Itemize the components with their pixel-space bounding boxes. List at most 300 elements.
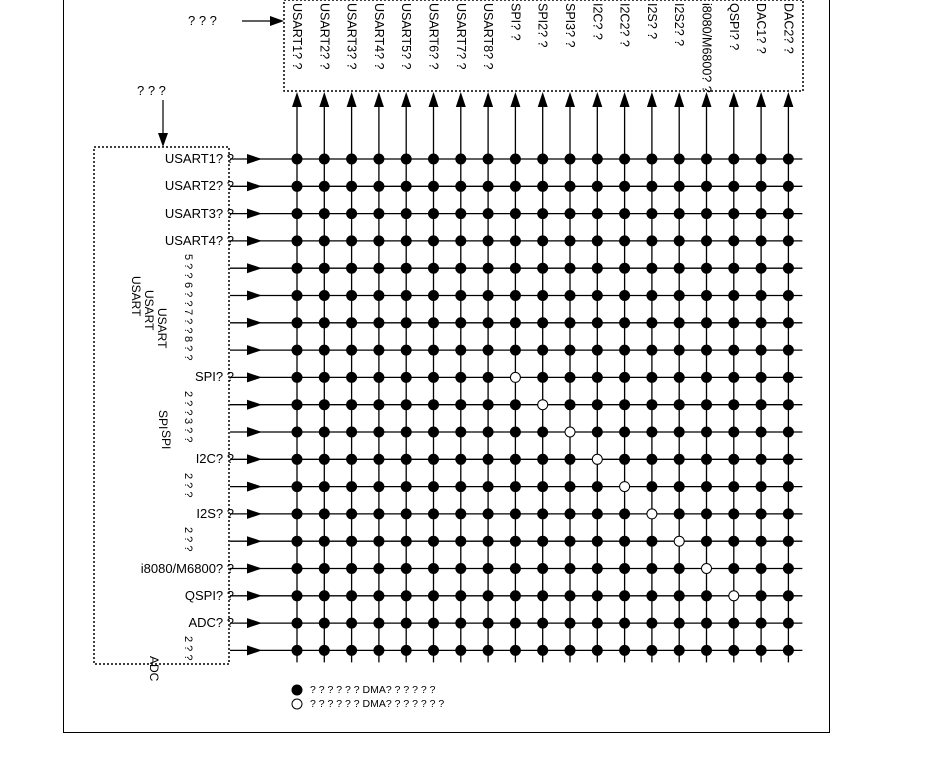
filled-junction	[702, 154, 712, 164]
filled-junction	[756, 427, 766, 437]
filled-junction	[620, 236, 630, 246]
filled-junction	[401, 564, 411, 574]
filled-junction	[620, 618, 630, 628]
filled-junction	[374, 427, 384, 437]
filled-junction	[483, 645, 493, 655]
filled-junction	[347, 209, 357, 219]
filled-junction	[510, 591, 520, 601]
filled-junction	[620, 564, 630, 574]
filled-junction	[347, 263, 357, 273]
filled-junction	[401, 454, 411, 464]
filled-junction	[429, 345, 439, 355]
overlap-vertical-label: USART	[129, 276, 143, 317]
filled-junction	[783, 645, 793, 655]
filled-junction	[456, 181, 466, 191]
source-label: USART3? ?	[164, 205, 234, 221]
filled-junction	[429, 645, 439, 655]
filled-junction	[756, 345, 766, 355]
filled-junction	[647, 372, 657, 382]
filled-junction	[374, 509, 384, 519]
filled-junction	[483, 209, 493, 219]
filled-junction	[510, 564, 520, 574]
filled-junction	[565, 154, 575, 164]
filled-junction	[510, 427, 520, 437]
filled-junction	[401, 263, 411, 273]
filled-junction	[456, 454, 466, 464]
filled-junction	[538, 181, 548, 191]
filled-junction	[483, 427, 493, 437]
filled-junction	[674, 318, 684, 328]
filled-junction	[292, 345, 302, 355]
filled-junction	[292, 209, 302, 219]
open-junction	[565, 427, 575, 437]
filled-junction	[510, 618, 520, 628]
filled-junction	[783, 509, 793, 519]
filled-junction	[783, 427, 793, 437]
filled-junction	[292, 618, 302, 628]
filled-junction	[483, 591, 493, 601]
filled-junction	[702, 454, 712, 464]
filled-junction	[292, 536, 302, 546]
filled-junction	[374, 181, 384, 191]
filled-junction	[347, 509, 357, 519]
filled-junction	[592, 291, 602, 301]
filled-junction	[319, 318, 329, 328]
filled-junction	[783, 236, 793, 246]
filled-junction	[401, 372, 411, 382]
filled-junction	[429, 427, 439, 437]
filled-junction	[319, 209, 329, 219]
filled-junction	[620, 400, 630, 410]
filled-junction	[729, 618, 739, 628]
filled-junction	[756, 509, 766, 519]
filled-junction	[374, 454, 384, 464]
filled-junction	[429, 564, 439, 574]
filled-junction	[456, 372, 466, 382]
filled-junction	[783, 345, 793, 355]
filled-junction	[783, 454, 793, 464]
destination-label: USART4? ?	[371, 3, 386, 70]
row-arrowhead	[247, 291, 262, 301]
destination-label: DAC1? ?	[754, 3, 769, 54]
filled-junction	[702, 482, 712, 492]
filled-junction	[347, 591, 357, 601]
destination-label: USART8? ?	[481, 3, 496, 70]
filled-junction	[401, 591, 411, 601]
filled-junction	[702, 181, 712, 191]
filled-junction	[401, 427, 411, 437]
filled-junction	[374, 318, 384, 328]
filled-junction	[538, 509, 548, 519]
filled-junction	[347, 154, 357, 164]
filled-junction	[319, 181, 329, 191]
filled-junction	[429, 318, 439, 328]
filled-junction	[319, 591, 329, 601]
filled-junction	[756, 154, 766, 164]
destination-header: ? ? ?	[188, 13, 217, 28]
destination-header-arrowhead	[270, 16, 284, 26]
filled-junction	[702, 645, 712, 655]
filled-junction	[483, 400, 493, 410]
row-arrowhead	[247, 454, 262, 464]
overlap-digit-label: 2 ? ?	[182, 472, 194, 498]
filled-junction	[647, 564, 657, 574]
filled-junction	[620, 372, 630, 382]
destination-label: DAC2? ?	[781, 3, 796, 54]
filled-junction	[456, 564, 466, 574]
filled-junction	[702, 618, 712, 628]
filled-junction	[510, 154, 520, 164]
filled-junction	[538, 564, 548, 574]
filled-junction	[510, 482, 520, 492]
column-arrowhead	[565, 92, 575, 107]
filled-junction	[756, 454, 766, 464]
filled-junction	[592, 181, 602, 191]
filled-junction	[456, 536, 466, 546]
filled-junction	[783, 291, 793, 301]
column-arrowhead	[783, 92, 793, 107]
filled-junction	[292, 482, 302, 492]
filled-junction	[647, 263, 657, 273]
filled-junction	[456, 400, 466, 410]
filled-junction	[756, 181, 766, 191]
filled-junction	[456, 236, 466, 246]
overlap-digit-label: 6 ? ?	[182, 281, 194, 306]
filled-junction	[729, 645, 739, 655]
filled-junction	[292, 509, 302, 519]
row-arrowhead	[247, 154, 262, 164]
filled-junction	[510, 318, 520, 328]
filled-junction	[756, 591, 766, 601]
filled-junction	[756, 209, 766, 219]
filled-junction	[347, 427, 357, 437]
filled-junction	[374, 291, 384, 301]
filled-junction	[456, 591, 466, 601]
filled-junction	[538, 154, 548, 164]
overlap-vertical-label: SPI	[156, 410, 170, 430]
filled-junction	[292, 181, 302, 191]
filled-junction	[756, 263, 766, 273]
filled-junction	[702, 427, 712, 437]
filled-junction	[429, 536, 439, 546]
filled-junction	[401, 536, 411, 546]
filled-junction	[647, 345, 657, 355]
row-arrowhead	[247, 645, 262, 655]
filled-junction	[483, 236, 493, 246]
overlap-vertical-label: USART	[155, 308, 169, 349]
filled-junction	[401, 318, 411, 328]
overlap-digit-label: 2 ? ?	[182, 527, 194, 552]
filled-junction	[292, 291, 302, 301]
filled-junction	[374, 372, 384, 382]
row-arrowhead	[247, 181, 262, 191]
filled-junction	[592, 236, 602, 246]
source-box	[94, 147, 229, 664]
filled-junction	[729, 400, 739, 410]
filled-junction	[592, 645, 602, 655]
column-arrowhead	[429, 92, 439, 107]
overlap-digit-label: 7 ? ?	[182, 308, 194, 334]
filled-junction	[674, 154, 684, 164]
filled-junction	[292, 318, 302, 328]
filled-junction	[674, 209, 684, 219]
filled-junction	[674, 645, 684, 655]
filled-junction	[319, 372, 329, 382]
filled-junction	[565, 209, 575, 219]
filled-junction	[565, 291, 575, 301]
destination-label: SPI3? ?	[563, 3, 577, 48]
filled-junction	[456, 263, 466, 273]
filled-junction	[565, 181, 575, 191]
filled-junction	[592, 263, 602, 273]
filled-junction	[674, 263, 684, 273]
filled-junction	[456, 345, 466, 355]
filled-junction	[429, 236, 439, 246]
filled-junction	[620, 318, 630, 328]
filled-junction	[674, 564, 684, 574]
filled-junction	[429, 509, 439, 519]
filled-junction	[729, 372, 739, 382]
filled-junction	[483, 536, 493, 546]
filled-junction	[510, 400, 520, 410]
filled-junction	[429, 400, 439, 410]
filled-junction	[429, 209, 439, 219]
source-label: ADC? ?	[188, 615, 234, 631]
filled-junction	[565, 564, 575, 574]
filled-junction	[347, 372, 357, 382]
filled-junction	[592, 482, 602, 492]
filled-junction	[374, 154, 384, 164]
filled-junction	[674, 618, 684, 628]
filled-junction	[702, 591, 712, 601]
source-label: i8080/M6800? ?	[140, 560, 234, 576]
filled-junction	[620, 427, 630, 437]
filled-junction	[565, 236, 575, 246]
filled-junction	[347, 291, 357, 301]
row-arrowhead	[247, 618, 262, 628]
filled-junction	[756, 645, 766, 655]
filled-junction	[783, 564, 793, 574]
filled-junction	[702, 400, 712, 410]
filled-junction	[647, 591, 657, 601]
filled-junction	[319, 400, 329, 410]
source-label: QSPI? ?	[184, 587, 234, 603]
filled-junction	[674, 181, 684, 191]
row-arrowhead	[247, 509, 262, 519]
filled-junction	[319, 236, 329, 246]
filled-junction	[783, 618, 793, 628]
filled-junction	[456, 427, 466, 437]
open-junction	[538, 400, 548, 410]
filled-junction	[538, 209, 548, 219]
filled-junction	[620, 263, 630, 273]
filled-junction	[620, 536, 630, 546]
filled-junction	[783, 482, 793, 492]
legend-open-marker	[292, 699, 302, 709]
filled-junction	[565, 454, 575, 464]
source-label: I2C? ?	[195, 451, 234, 467]
filled-junction	[729, 427, 739, 437]
filled-junction	[702, 372, 712, 382]
overlap-digit-label: 2 ? ?	[182, 390, 194, 416]
filled-junction	[729, 509, 739, 519]
filled-junction	[620, 454, 630, 464]
overlap-vertical-label: SPI	[159, 430, 173, 450]
filled-junction	[647, 318, 657, 328]
filled-junction	[702, 291, 712, 301]
filled-junction	[538, 236, 548, 246]
filled-junction	[538, 291, 548, 301]
destination-label: I2S2? ?	[672, 3, 687, 47]
filled-junction	[401, 154, 411, 164]
filled-junction	[429, 181, 439, 191]
filled-junction	[374, 645, 384, 655]
filled-junction	[783, 181, 793, 191]
column-arrowhead	[510, 92, 520, 107]
row-arrowhead	[247, 564, 262, 574]
filled-junction	[483, 263, 493, 273]
filled-junction	[456, 509, 466, 519]
filled-junction	[592, 509, 602, 519]
row-arrowhead	[247, 482, 262, 492]
filled-junction	[401, 209, 411, 219]
filled-junction	[592, 618, 602, 628]
filled-junction	[620, 209, 630, 219]
open-junction	[510, 372, 520, 382]
filled-junction	[429, 372, 439, 382]
filled-junction	[592, 372, 602, 382]
destination-label: USART5? ?	[399, 3, 414, 70]
filled-junction	[620, 181, 630, 191]
column-arrowhead	[729, 92, 739, 107]
filled-junction	[756, 372, 766, 382]
filled-junction	[374, 482, 384, 492]
filled-junction	[483, 618, 493, 628]
filled-junction	[756, 400, 766, 410]
filled-junction	[510, 291, 520, 301]
destination-label: USART3? ?	[344, 3, 359, 70]
filled-junction	[729, 564, 739, 574]
overlap-digit-label: 8 ? ?	[182, 336, 194, 361]
filled-junction	[483, 181, 493, 191]
row-arrowhead	[247, 536, 262, 546]
filled-junction	[783, 372, 793, 382]
filled-junction	[702, 536, 712, 546]
row-arrowhead	[247, 318, 262, 328]
filled-junction	[510, 536, 520, 546]
filled-junction	[319, 645, 329, 655]
filled-junction	[510, 209, 520, 219]
filled-junction	[510, 263, 520, 273]
filled-junction	[756, 236, 766, 246]
filled-junction	[538, 345, 548, 355]
row-arrowhead	[247, 209, 262, 219]
filled-junction	[292, 372, 302, 382]
filled-junction	[565, 318, 575, 328]
destination-label: USART7? ?	[453, 3, 468, 70]
filled-junction	[429, 482, 439, 492]
filled-junction	[401, 509, 411, 519]
filled-junction	[510, 454, 520, 464]
filled-junction	[729, 291, 739, 301]
row-arrowhead	[247, 372, 262, 382]
column-arrowhead	[592, 92, 602, 107]
filled-junction	[674, 509, 684, 519]
filled-junction	[374, 345, 384, 355]
open-junction	[702, 564, 712, 574]
filled-junction	[319, 154, 329, 164]
filled-junction	[292, 154, 302, 164]
destination-label: I2C2? ?	[617, 3, 632, 47]
filled-junction	[401, 645, 411, 655]
source-label: SPI? ?	[194, 369, 234, 385]
destination-label: QSPI? ?	[726, 3, 741, 51]
filled-junction	[565, 645, 575, 655]
destination-label: i8080/M6800? ?	[699, 3, 714, 93]
filled-junction	[319, 345, 329, 355]
overlap-digit-label: 3 ? ?	[182, 418, 194, 443]
filled-junction	[565, 482, 575, 492]
column-arrowhead	[620, 92, 630, 107]
filled-junction	[292, 400, 302, 410]
filled-junction	[510, 645, 520, 655]
filled-junction	[347, 345, 357, 355]
destination-label: USART6? ?	[426, 3, 441, 70]
filled-junction	[510, 181, 520, 191]
filled-junction	[729, 154, 739, 164]
filled-junction	[319, 291, 329, 301]
filled-junction	[565, 263, 575, 273]
open-junction	[592, 454, 602, 464]
filled-junction	[565, 372, 575, 382]
filled-junction	[401, 400, 411, 410]
column-arrowhead	[483, 92, 493, 107]
filled-junction	[565, 618, 575, 628]
filled-junction	[702, 236, 712, 246]
filled-junction	[510, 236, 520, 246]
filled-junction	[783, 591, 793, 601]
row-arrowhead	[247, 345, 262, 355]
destination-label: I2C? ?	[590, 3, 605, 40]
filled-junction	[347, 618, 357, 628]
filled-junction	[647, 236, 657, 246]
filled-junction	[647, 427, 657, 437]
filled-junction	[647, 154, 657, 164]
filled-junction	[292, 236, 302, 246]
filled-junction	[429, 454, 439, 464]
column-arrowhead	[374, 92, 384, 107]
filled-junction	[674, 372, 684, 382]
filled-junction	[374, 618, 384, 628]
filled-junction	[647, 482, 657, 492]
filled-junction	[347, 181, 357, 191]
source-label: I2S? ?	[196, 505, 234, 521]
overlap-digit-label: 2 ? ?	[182, 636, 194, 661]
filled-junction	[538, 482, 548, 492]
filled-junction	[647, 618, 657, 628]
filled-junction	[319, 454, 329, 464]
filled-junction	[483, 345, 493, 355]
filled-junction	[702, 318, 712, 328]
filled-junction	[756, 291, 766, 301]
filled-junction	[401, 236, 411, 246]
overlap-digit-label: 5 ? ?	[182, 254, 194, 279]
filled-junction	[347, 236, 357, 246]
filled-junction	[483, 318, 493, 328]
filled-junction	[374, 236, 384, 246]
filled-junction	[538, 263, 548, 273]
filled-junction	[674, 454, 684, 464]
